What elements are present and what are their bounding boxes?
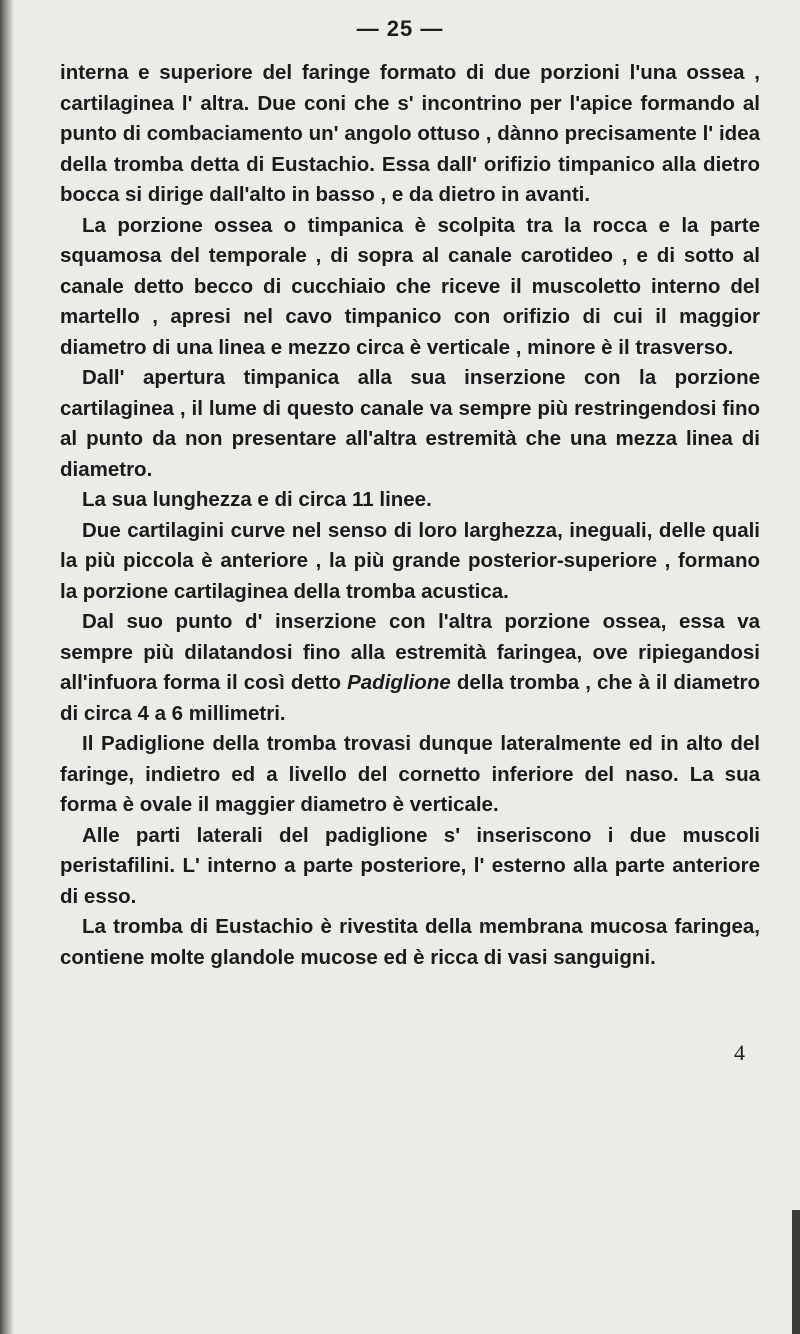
paragraph: La porzione ossea o timpanica è scolpita tra la rocca e la parte squamosa del temporale , di sopra al canale carotideo , e di sotto al canale detto becco di cucchiaio che riceve il muscoletto interno del martello , apresi nel cavo timpanico con orifizio di cui il maggior diametro di una linea e mezzo circa è verticale , minore è il trasverso. bbox=[60, 213, 760, 359]
paragraph: Alle parti laterali del padiglione s' inseriscono i due muscoli peristafilini. L' interno a parte posteriore, l' esterno alla parte anteriore di esso. bbox=[60, 823, 760, 908]
paragraph-text: della tromba , che à il diametro di circa 4 a 6 millimetri. bbox=[60, 671, 761, 725]
paragraph: Dall' apertura timpanica alla sua inserzione con la porzione cartilaginea , il lume di questo canale va sempre più restringendosi fino al punto da non presentare all'altra estremità che una mezza linea di diametro. bbox=[60, 366, 760, 481]
paragraph bbox=[60, 607, 760, 729]
page-edge-shadow bbox=[792, 1210, 800, 1334]
body-text bbox=[60, 58, 760, 973]
binding-shadow bbox=[0, 0, 14, 1334]
paragraph: Il Padiglione della tromba trovasi dunque lateralmente ed in alto del faringe, indietro ed a livello del cornetto inferiore del naso. La sua forma è ovale il maggier diametro è verticale. bbox=[60, 732, 760, 816]
paragraph-text: Dal suo punto d' inserzione con l'altra porzione ossea, essa va sempre più dilatandosi fino alla estremità faringea, ove ripiegandosi all'infuora forma il così detto bbox=[60, 610, 760, 694]
paragraph: Due cartilagini curve nel senso di loro larghezza, ineguali, delle quali la più piccola è anteriore , la più grande posterior-superiore , formano la porzione cartilaginea della tromba acustica. bbox=[60, 518, 760, 603]
paragraph: La sua lunghezza e di circa 11 linee. bbox=[82, 488, 432, 511]
paragraph: interna e superiore del faringe formato di due porzioni l'una ossea , cartilaginea l' altra. Due coni che s' incontrino per l'apice formando al punto di combaciamento un' angolo ottuso , dànno precisamente l' idea della tromba detta di Eustachio. Essa dall' orifizio timpanico alla dietro bocca si dirige dall'alto in basso , e da dietro in avanti. bbox=[60, 61, 760, 206]
italic-term: Padiglione bbox=[347, 671, 451, 694]
paragraph: La tromba di Eustachio è rivestita della membrana mucosa faringea, contiene molte glandole mucose ed è ricca di vasi sanguigni. bbox=[60, 915, 760, 969]
signature-mark: 4 bbox=[734, 1040, 745, 1065]
page-number: — 25 — bbox=[356, 16, 444, 41]
